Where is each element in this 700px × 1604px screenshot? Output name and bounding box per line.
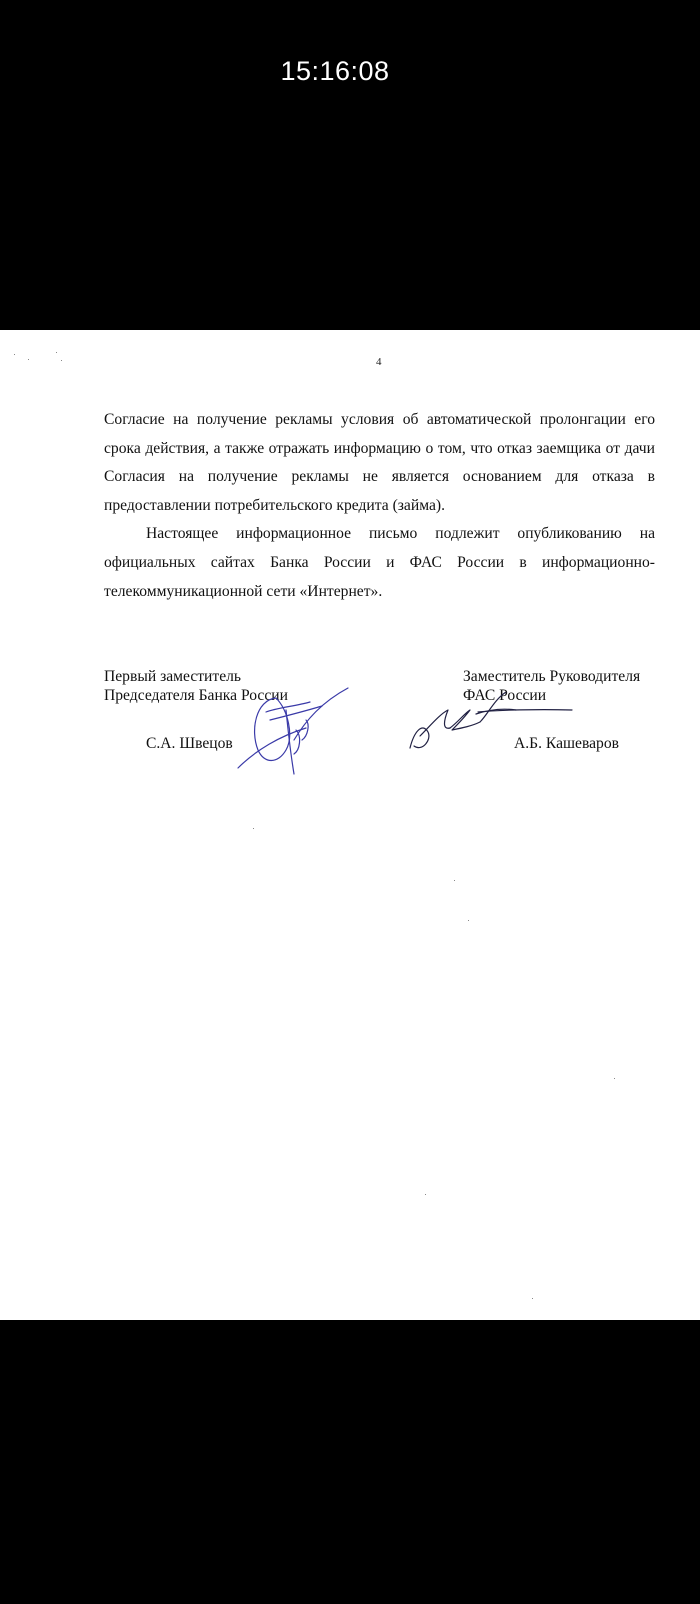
scan-speck bbox=[28, 359, 29, 360]
right-handwritten-signature bbox=[408, 692, 578, 762]
scan-speck bbox=[425, 1194, 426, 1195]
right-title-line2: ФАС России bbox=[463, 687, 547, 704]
scan-speck bbox=[532, 1298, 533, 1299]
left-title-line1: Первый заместитель bbox=[104, 668, 242, 685]
scan-speck bbox=[56, 352, 57, 353]
right-title-line1: Заместитель Руководителя bbox=[463, 668, 641, 685]
scan-speck bbox=[61, 360, 62, 361]
status-bar bbox=[0, 0, 700, 330]
bottom-bar bbox=[0, 1320, 700, 1604]
paragraph: Согласие на получение рекламы условия об автоматической пролонгации его срока действия, а также отражать информацию о том, что отказ заемщика от дачи Согласия на получение рекламы не является основанием для отказа в предоставлении потребительского кредита (займа). bbox=[104, 411, 655, 514]
page-number: 4 bbox=[376, 356, 382, 368]
scan-speck bbox=[614, 1078, 615, 1079]
left-handwritten-signature bbox=[236, 680, 356, 780]
left-title-line2: Председателя Банка России bbox=[104, 687, 288, 704]
right-signatory-name: А.Б. Кашеваров bbox=[514, 735, 619, 752]
letter-body bbox=[104, 406, 655, 606]
scan-speck bbox=[468, 920, 469, 921]
scan-speck bbox=[253, 828, 254, 829]
scan-speck bbox=[454, 880, 455, 881]
left-signatory-name: С.А. Швецов bbox=[146, 735, 233, 752]
document-page[interactable] bbox=[0, 330, 700, 1320]
clock: 15:16:08 bbox=[280, 56, 390, 86]
paragraph: Настоящее информационное письмо подлежит опубликованию на официальных сайтах Банка России и ФАС России в информационно-телекоммуникационной сети «Интернет». bbox=[104, 525, 655, 600]
scan-speck bbox=[14, 354, 15, 355]
